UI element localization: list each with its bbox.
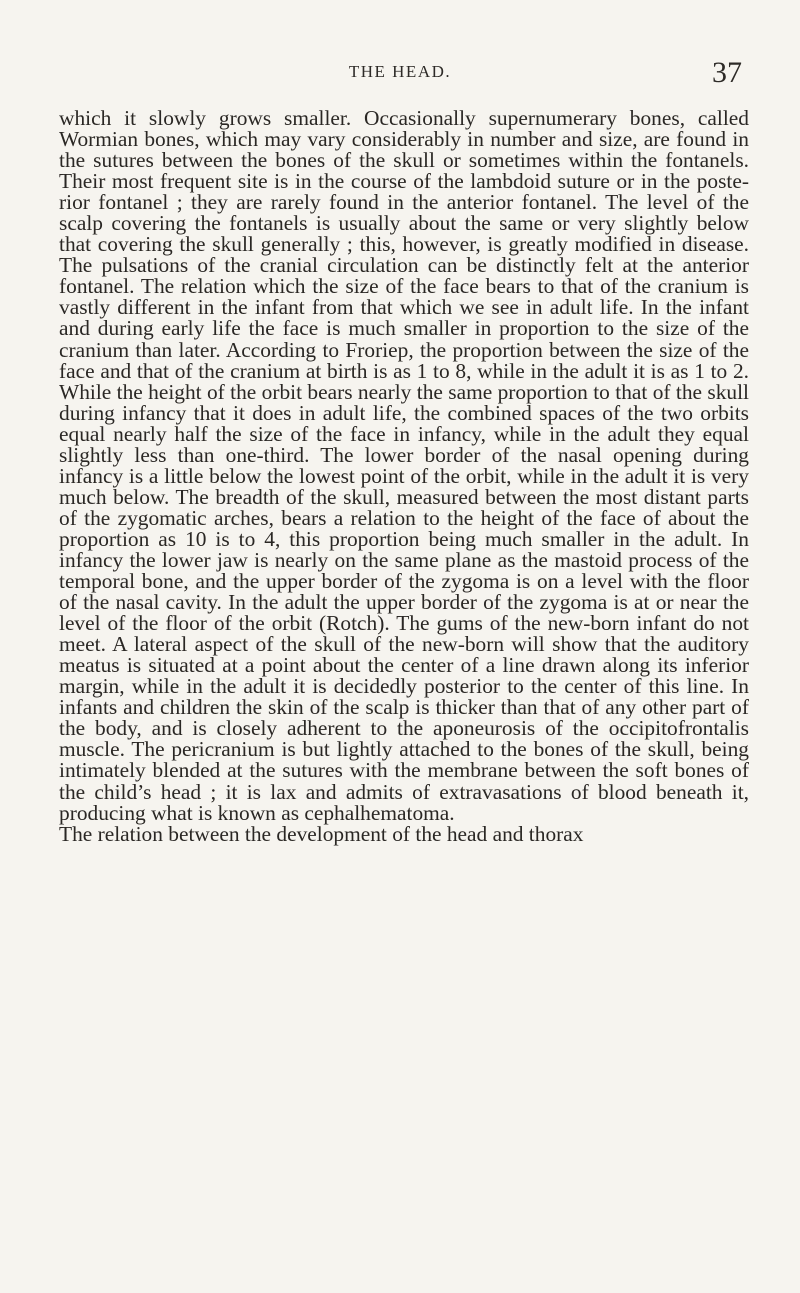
paragraph: which it slowly grows smaller. Occasionally supernumerary bones, called Wormian bones, which may vary considerably in number and size, are found in the sutures between the bones of the skull or sometimes within the fontanels. Their most frequent site is in the course of the lambdoid suture or in the posterior fontanel ; they are rarely found in the anterior fontanel. The level of the scalp covering the fontanels is usually about the same or very slightly below that covering the skull generally ; this, however, is greatly modified in disease. The pulsations of the cranial circulation can be distinctly felt at the anterior fontanel. The relation which the size of the face bears to that of the cranium is vastly different in the infant from that which we see in adult life. In the infant and during early life the face is much smaller in proportion to the size of the cranium than later. According to Froriep, the proportion between the size of the face and that of the cranium at birth is as 1 to 8, while in the adult it is as 1 to 2. While the height of the orbit bears nearly the same proportion to that of the skull during infancy that it does in adult life, the combined spaces of the two orbits equal nearly half the size of the face in infancy, while in the adult they equal slightly less than one-third. The lower border of the nasal opening during infancy is a little below the lowest point of the orbit, while in the adult it is very much below. The breadth of the skull, measured between the most distant parts of the zygomatic arches, bears a relation to the height of the face of about the proportion as 10 is to 4, this proportion being much smaller in the adult. In infancy the lower jaw is nearly on the same plane as the mastoid process of the temporal bone, and the upper border of the zygoma is on a level with the floor of the nasal cavity. In the adult the upper border of the zygoma is at or near the level of the floor of the orbit (Rotch). The gums of the new-born infant do not meet. A lateral aspect of the skull of the new-born will show that the auditory meatus is situated at a point about the center of a line drawn along its inferior margin, while in the adult it is decidedly posterior to the center of this line. In infants and children the skin of the scalp is thicker than that of any other part of the body, and is closely adherent to the aponeurosis of the occipitofrontalis muscle. The pericranium is but lightly attached to the bones of the skull, being intimately blended at the sutures with the membrane between the soft bones of the child’s head ; it is lax and admits of extravasations of blood beneath it, producing what is known as cephalhematoma. [59,106,749,825]
body-text [59,108,749,845]
running-head [0,58,800,98]
page-number: 37 [712,56,742,89]
paragraph: The relation between the development of the head and thorax [59,821,584,846]
running-title: THE HEAD. [348,62,452,81]
